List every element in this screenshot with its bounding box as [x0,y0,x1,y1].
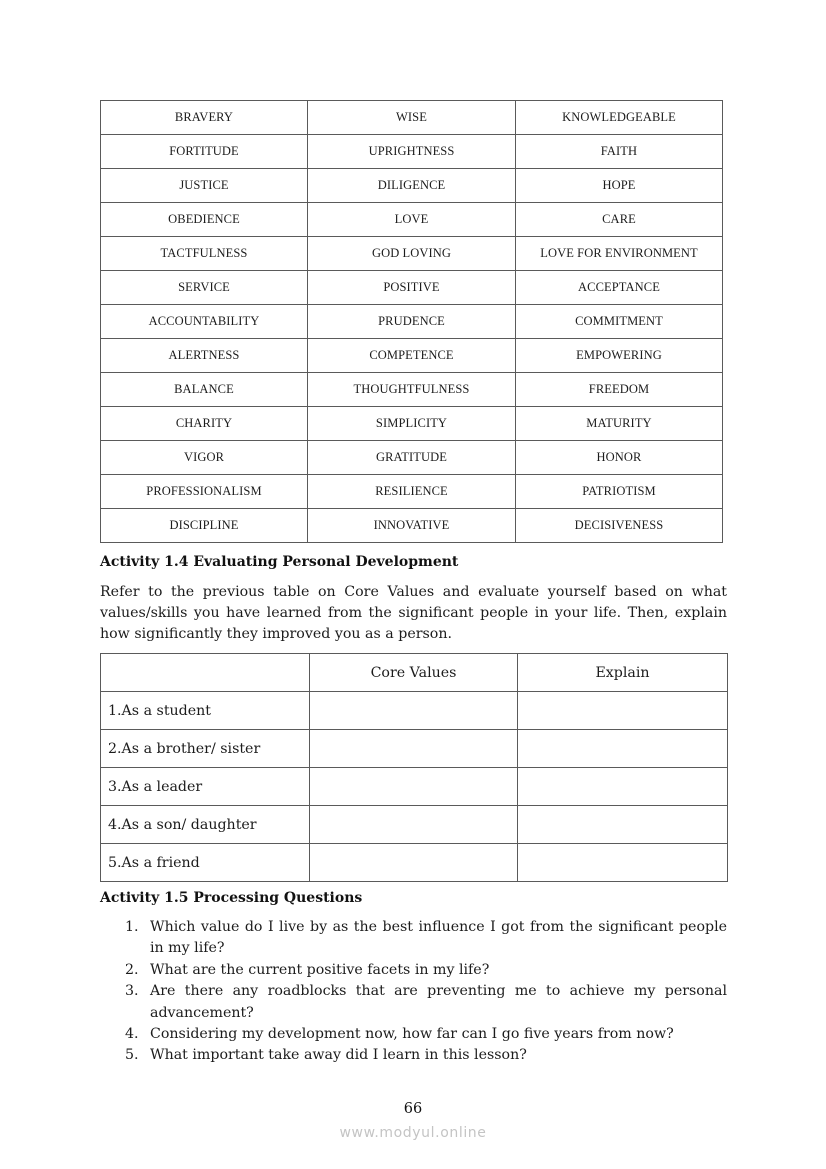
table-cell: PRUDENCE [308,305,516,339]
table-cell: HOPE [516,169,723,203]
page-number: 66 [403,1101,423,1117]
activity-1-4-instructions: Refer to the previous table on Core Values and evaluate yourself based on what values/skills you have learned from the significant people in your life. Then, explain how significantly they improved you as a person. [100,584,727,642]
table-cell: PATRIOTISM [516,475,723,509]
table-row [101,768,728,806]
core-values-answer-cell[interactable] [310,730,518,768]
table-row [101,441,723,475]
question-item [100,981,727,1024]
table-cell: GOD LOVING [308,237,516,271]
table-cell: COMPETENCE [308,339,516,373]
table-cell: BRAVERY [101,101,308,135]
question-number: 1. [125,919,139,935]
table-cell: ACCOUNTABILITY [101,305,308,339]
table-cell: UPRIGHTNESS [308,135,516,169]
explain-answer-cell[interactable] [518,692,728,730]
table-row [101,373,723,407]
table-row [101,169,723,203]
core-values-answer-cell[interactable] [310,692,518,730]
question-text: What are the current positive facets in my life? [150,961,490,978]
question-item [100,1045,727,1066]
question-text: What important take away did I learn in this lesson? [150,1047,527,1064]
table-cell: INNOVATIVE [308,509,516,543]
header-cell-core-values: Core Values [310,654,518,692]
row-label: 4.As a son/ daughter [101,806,310,844]
table-cell: FREEDOM [516,373,723,407]
table-cell: SIMPLICITY [308,407,516,441]
table-header-row [101,654,728,692]
table-cell: OBEDIENCE [101,203,308,237]
table-cell: RESILIENCE [308,475,516,509]
table-cell: MATURITY [516,407,723,441]
table-row [101,101,723,135]
row-label: 1.As a student [101,692,310,730]
table-cell: COMMITMENT [516,305,723,339]
header-cell-blank [101,654,310,692]
table-cell: HONOR [516,441,723,475]
row-label: 5.As a friend [101,844,310,882]
activity-1-5-heading: Activity 1.5 Processing Questions [100,890,363,906]
question-number: 5. [125,1047,139,1064]
table-row [101,271,723,305]
table-cell: EMPOWERING [516,339,723,373]
core-values-answer-cell[interactable] [310,844,518,882]
table-cell: GRATITUDE [308,441,516,475]
question-number: 2. [125,961,139,978]
question-number: 3. [125,983,139,1000]
explain-answer-cell[interactable] [518,806,728,844]
header-cell-explain: Explain [518,654,728,692]
explain-answer-cell[interactable] [518,844,728,882]
table-row [101,806,728,844]
core-values-answer-cell[interactable] [310,806,518,844]
table-row [101,135,723,169]
table-cell: BALANCE [101,373,308,407]
row-label: 3.As a leader [101,768,310,806]
table-cell: TACTFULNESS [101,237,308,271]
activity-1-4-heading: Activity 1.4 Evaluating Personal Development [100,554,459,570]
table-row [101,475,723,509]
table-cell: DISCIPLINE [101,509,308,543]
table-cell: VIGOR [101,441,308,475]
explain-answer-cell[interactable] [518,730,728,768]
table-row [101,203,723,237]
question-text: Which value do I live by as the best influence I got from the significant people in my life? [150,919,727,957]
explain-answer-cell[interactable] [518,768,728,806]
question-text: Are there any roadblocks that are preventing me to achieve my personal advancement? [150,983,727,1021]
table-cell: POSITIVE [308,271,516,305]
table-cell: ALERTNESS [101,339,308,373]
table-cell: CARE [516,203,723,237]
question-number: 4. [125,1026,139,1043]
table-row [101,339,723,373]
table-row [101,407,723,441]
table-row [101,730,728,768]
core-values-answer-cell[interactable] [310,768,518,806]
table-cell: ACCEPTANCE [516,271,723,305]
core-values-table [100,100,723,543]
question-text: Considering my development now, how far can I go five years from now? [150,1026,674,1043]
row-label: 2.As a brother/ sister [101,730,310,768]
table-cell: FORTITUDE [101,135,308,169]
processing-questions-list [100,917,727,1067]
table-cell: THOUGHTFULNESS [308,373,516,407]
table-row [101,509,723,543]
table-row [101,237,723,271]
question-item [100,917,727,960]
table-cell: FAITH [516,135,723,169]
table-row [101,692,728,730]
table-cell: CHARITY [101,407,308,441]
table-cell: LOVE [308,203,516,237]
table-cell: PROFESSIONALISM [101,475,308,509]
table-cell: WISE [308,101,516,135]
table-cell: LOVE FOR ENVIRONMENT [516,237,723,271]
table-row [101,844,728,882]
table-cell: JUSTICE [101,169,308,203]
watermark: www.modyul.online [339,1125,487,1141]
table-cell: DECISIVENESS [516,509,723,543]
table-cell: KNOWLEDGEABLE [516,101,723,135]
table-row [101,305,723,339]
question-item [100,1024,727,1045]
table-cell: SERVICE [101,271,308,305]
evaluation-table [100,653,728,882]
table-cell: DILIGENCE [308,169,516,203]
question-item [100,960,727,981]
